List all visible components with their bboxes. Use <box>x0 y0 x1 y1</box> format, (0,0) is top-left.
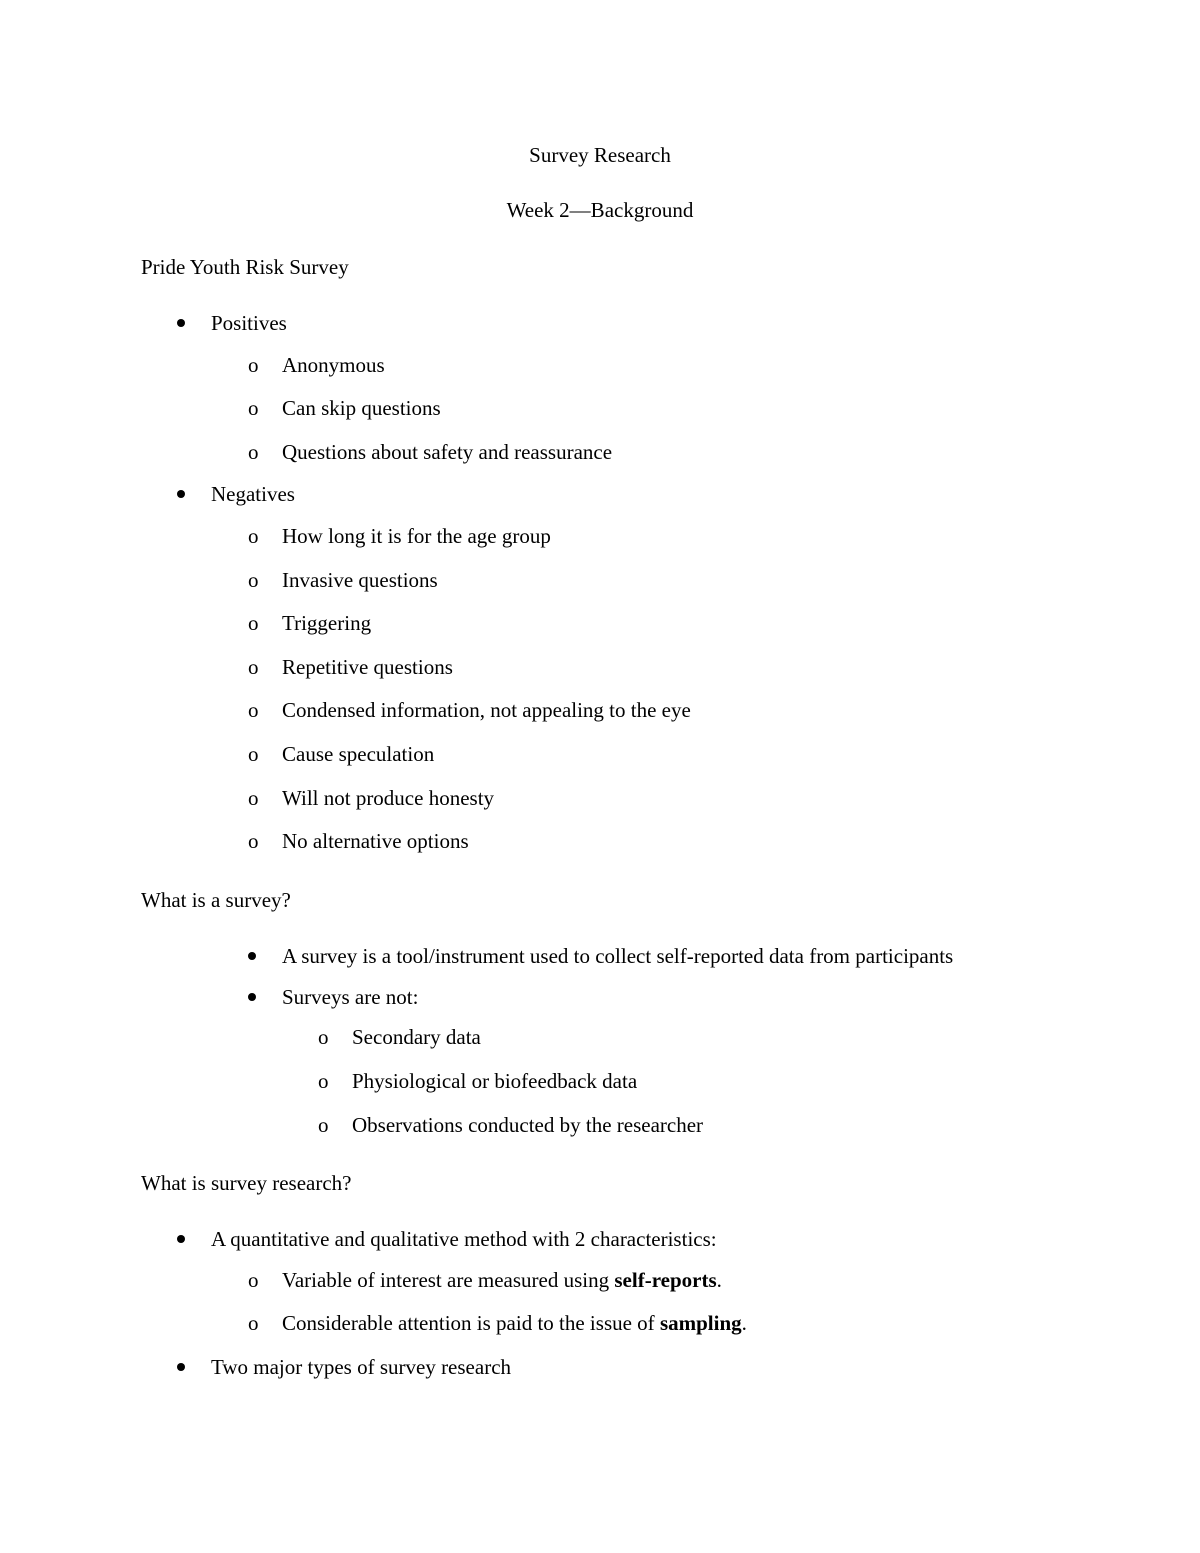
list-item: o Physiological or biofeedback data <box>318 1068 638 1093</box>
document-subtitle: Week 2—Background <box>506 198 694 222</box>
list-item: o How long it is for the age group <box>248 524 551 548</box>
circle-bullet-icon: o <box>248 785 259 810</box>
circle-bullet-icon: o <box>248 1311 259 1335</box>
list-item: o Variable of interest are measured using self-reports. <box>248 1268 722 1292</box>
list-item: o Secondary data <box>318 1025 481 1049</box>
negatives-list <box>141 482 1141 507</box>
bullet-icon <box>177 1363 185 1371</box>
section-what-is-survey-research <box>141 1171 1141 1196</box>
circle-bullet-icon: o <box>248 567 259 592</box>
negatives-sublist <box>141 524 1141 873</box>
bullet-icon <box>248 993 256 1001</box>
bullet-icon <box>177 319 185 327</box>
bold-term: sampling <box>659 1311 742 1335</box>
list-item: o Observations conducted by the researcher <box>318 1112 704 1137</box>
circle-bullet-icon: o <box>248 611 259 636</box>
list-item: o Can skip questions <box>248 396 441 420</box>
circle-bullet-icon: o <box>248 829 259 854</box>
circle-bullet-icon: o <box>248 353 259 377</box>
bullet-icon <box>177 490 185 498</box>
survey-definition-list <box>141 944 1141 1156</box>
list-item: o Condensed information, not appealing to the eye <box>248 698 691 723</box>
list-item: o No alternative options <box>248 829 469 854</box>
list-item: o Anonymous <box>248 353 385 377</box>
section-what-is-a-survey <box>141 888 1141 913</box>
list-item: Positives <box>141 311 1141 336</box>
document-title: Survey Research <box>529 143 671 167</box>
circle-bullet-icon: o <box>248 741 259 766</box>
list-item: o Invasive questions <box>248 567 438 592</box>
section-pride-youth-risk-survey <box>141 255 1141 280</box>
circle-bullet-icon: o <box>318 1112 329 1137</box>
list-item: o Triggering <box>248 611 372 636</box>
list-item: o Considerable attention is paid to the issue of sampling. <box>248 1311 747 1335</box>
positives-sublist-2 <box>141 396 1141 421</box>
section-heading: What is a survey? <box>141 888 291 912</box>
positives-sublist <box>141 353 1141 378</box>
circle-bullet-icon: o <box>318 1025 329 1049</box>
list-item: A survey is a tool/instrument used to collect self-reported data from participants <box>141 944 1141 985</box>
circle-bullet-icon: o <box>248 524 259 548</box>
circle-bullet-icon: o <box>248 396 259 420</box>
list-item: A quantitative and qualitative method with 2 characteristics: <box>141 1227 1141 1268</box>
list-item: o Will not produce honesty <box>248 785 495 810</box>
list-item: o Cause speculation <box>248 741 435 766</box>
bullet-icon <box>177 1235 185 1243</box>
list-item: o Questions about safety and reassurance <box>248 440 613 464</box>
bold-term: self-reports <box>614 1268 717 1292</box>
circle-bullet-icon: o <box>248 654 259 679</box>
bullet-icon <box>248 952 256 960</box>
list-item: Negatives <box>141 482 1141 507</box>
circle-bullet-icon: o <box>318 1068 329 1093</box>
section-heading: What is survey research? <box>141 1171 352 1195</box>
circle-bullet-icon: o <box>248 440 259 464</box>
circle-bullet-icon: o <box>248 698 259 723</box>
survey-research-list <box>141 1227 1141 1380</box>
list-item: o Repetitive questions <box>248 654 453 679</box>
list-item: Surveys are not: <box>141 985 1141 1025</box>
positives-list <box>141 311 1141 336</box>
section-heading: Pride Youth Risk Survey <box>141 255 349 279</box>
positives-sublist-3 <box>141 440 1141 465</box>
circle-bullet-icon: o <box>248 1268 259 1292</box>
list-item: Two major types of survey research <box>141 1355 1141 1380</box>
